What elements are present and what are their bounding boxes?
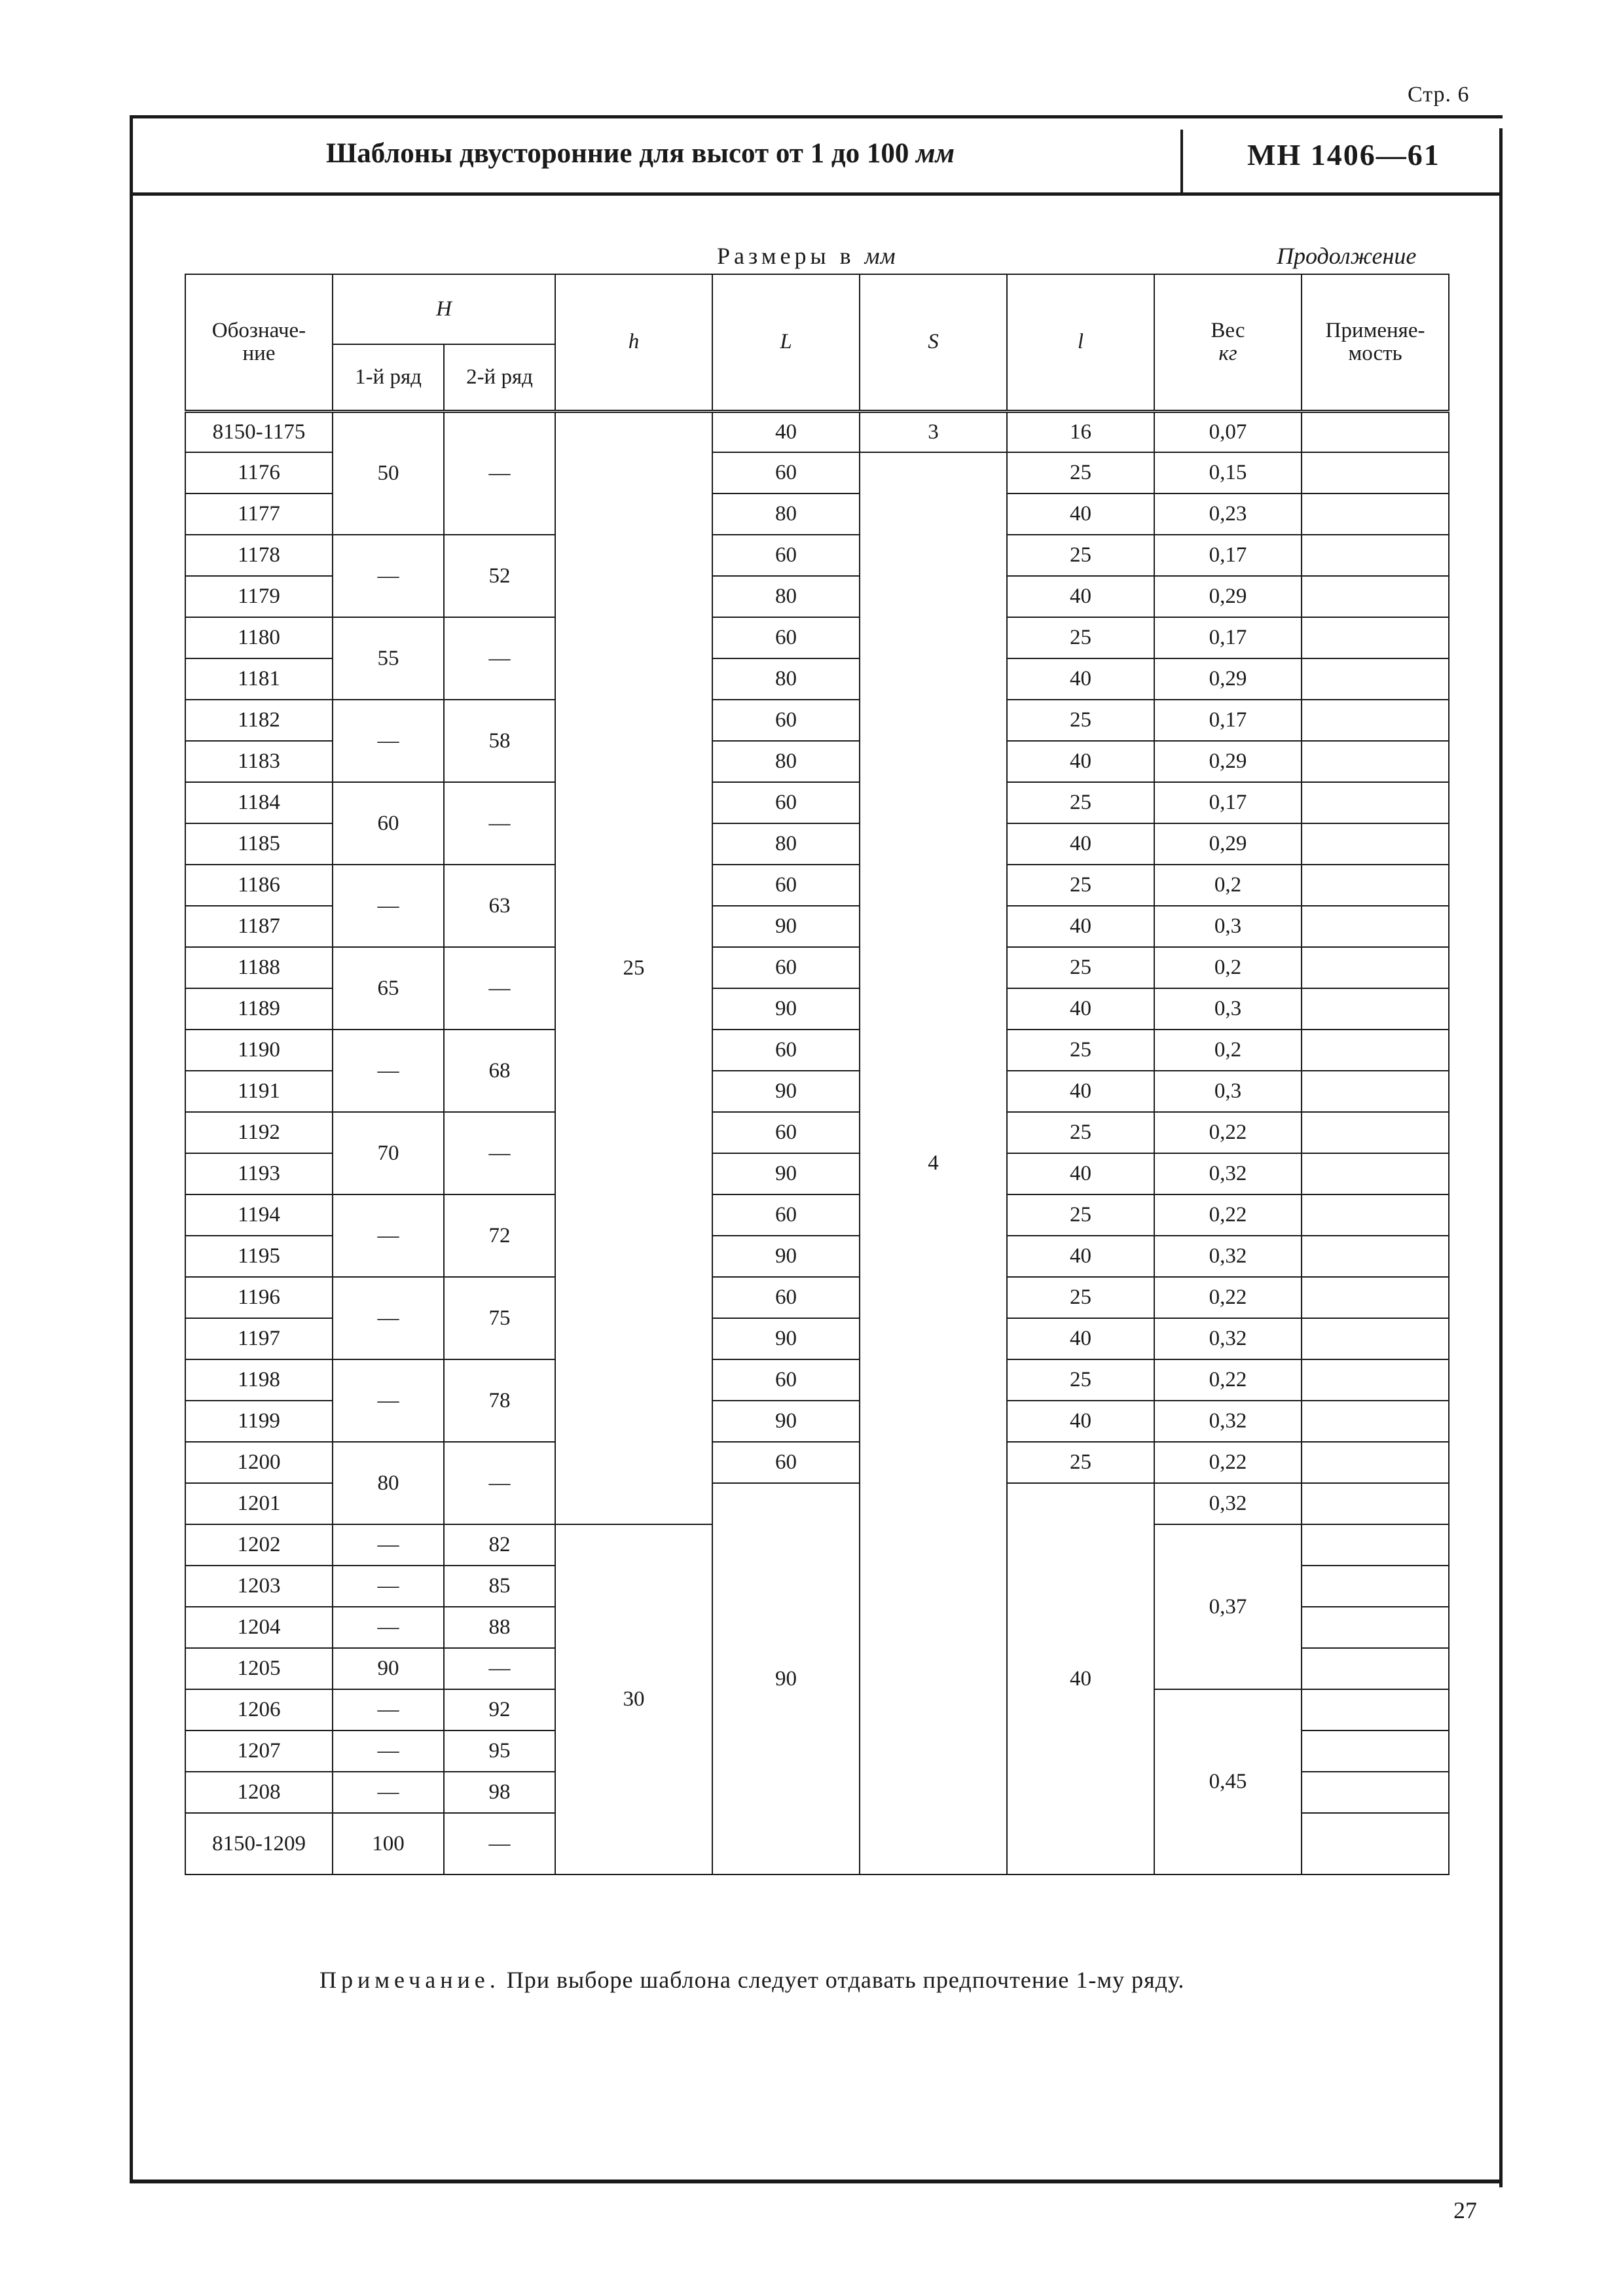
- table-row: [185, 1112, 1449, 1153]
- L-cell: 60: [712, 1277, 860, 1318]
- units-caption-unit: мм: [864, 243, 896, 269]
- H-row2-cell: —: [444, 617, 555, 700]
- l-cell: 40: [1007, 1483, 1154, 1874]
- weight-cell: 0,17: [1154, 617, 1302, 658]
- applicability-cell: [1302, 1731, 1449, 1772]
- h-cell: 30: [555, 1524, 712, 1874]
- l-cell: 25: [1007, 1112, 1154, 1153]
- table-row: [185, 782, 1449, 823]
- L-cell: 80: [712, 823, 860, 865]
- applicability-cell: [1302, 1071, 1449, 1112]
- H-row2-cell: 58: [444, 700, 555, 782]
- table-row: [185, 617, 1449, 658]
- designation-cell: 1178: [185, 535, 333, 576]
- H-row1-cell: —: [333, 1731, 444, 1772]
- l-cell: 25: [1007, 1442, 1154, 1483]
- H-row2-cell: —: [444, 1648, 555, 1689]
- designation-cell: 1192: [185, 1112, 333, 1153]
- applicability-cell: [1302, 782, 1449, 823]
- L-cell: 60: [712, 782, 860, 823]
- l-cell: 40: [1007, 1153, 1154, 1194]
- weight-cell: 0,2: [1154, 947, 1302, 988]
- applicability-cell: [1302, 865, 1449, 906]
- L-cell: 80: [712, 576, 860, 617]
- table-row: [185, 535, 1449, 576]
- col-header-S: [860, 274, 1007, 411]
- L-cell: 60: [712, 1359, 860, 1401]
- table-body: [185, 411, 1449, 1874]
- applicability-cell: [1302, 576, 1449, 617]
- l-cell: 40: [1007, 1071, 1154, 1112]
- weight-cell: 0,22: [1154, 1442, 1302, 1483]
- designation-cell: 1184: [185, 782, 333, 823]
- H-row2-cell: 78: [444, 1359, 555, 1442]
- applicability-cell: [1302, 1318, 1449, 1359]
- l-cell: 40: [1007, 823, 1154, 865]
- table-row: [185, 865, 1449, 906]
- designation-cell: 1185: [185, 823, 333, 865]
- H-row1-cell: 65: [333, 947, 444, 1030]
- weight-cell: 0,22: [1154, 1112, 1302, 1153]
- designation-cell: 1199: [185, 1401, 333, 1442]
- H-row1-cell: —: [333, 1277, 444, 1359]
- H-row2-cell: 52: [444, 535, 555, 617]
- designation-cell: 1206: [185, 1689, 333, 1731]
- H-row1-cell: 50: [333, 411, 444, 535]
- weight-cell: 0,2: [1154, 1030, 1302, 1071]
- weight-cell: 0,29: [1154, 823, 1302, 865]
- col-header-S-symbol: S: [928, 330, 939, 354]
- weight-cell: 0,22: [1154, 1194, 1302, 1236]
- designation-cell: 1194: [185, 1194, 333, 1236]
- designation-cell: 1203: [185, 1566, 333, 1607]
- page-label: Стр. 6: [1408, 82, 1470, 107]
- applicability-cell: [1302, 1524, 1449, 1566]
- units-caption-text: Размеры в: [717, 243, 865, 269]
- designation-cell: 1179: [185, 576, 333, 617]
- H-row2-cell: —: [444, 1813, 555, 1874]
- designation-cell: 1183: [185, 741, 333, 782]
- H-row1-cell: —: [333, 1359, 444, 1442]
- l-cell: 25: [1007, 535, 1154, 576]
- standard-code: МН 1406—61: [1247, 138, 1440, 171]
- S-cell: 4: [860, 452, 1007, 1874]
- L-cell: 40: [712, 411, 860, 452]
- applicability-cell: [1302, 906, 1449, 947]
- l-cell: 40: [1007, 741, 1154, 782]
- L-cell: 80: [712, 741, 860, 782]
- H-row2-cell: 92: [444, 1689, 555, 1731]
- col-header-weight-label: Вес: [1211, 319, 1245, 343]
- col-header-L: [712, 274, 860, 411]
- L-cell: 60: [712, 535, 860, 576]
- table-row: [185, 1359, 1449, 1401]
- applicability-cell: [1302, 452, 1449, 493]
- L-cell: 60: [712, 452, 860, 493]
- weight-cell: 0,3: [1154, 988, 1302, 1030]
- designation-cell: 1200: [185, 1442, 333, 1483]
- l-cell: 25: [1007, 700, 1154, 741]
- weight-cell: 0,2: [1154, 865, 1302, 906]
- continuation-label: Продолжение: [1277, 243, 1417, 269]
- col-header-l: [1007, 274, 1154, 411]
- designation-cell: 1198: [185, 1359, 333, 1401]
- L-cell: 60: [712, 617, 860, 658]
- units-caption: [717, 242, 896, 270]
- weight-cell: 0,17: [1154, 782, 1302, 823]
- l-cell: 25: [1007, 1359, 1154, 1401]
- L-cell: 90: [712, 1236, 860, 1277]
- l-cell: 40: [1007, 493, 1154, 535]
- weight-cell: 0,3: [1154, 906, 1302, 947]
- applicability-cell: [1302, 1194, 1449, 1236]
- applicability-cell: [1302, 1442, 1449, 1483]
- table-row: [185, 411, 1449, 452]
- H-row1-cell: 100: [333, 1813, 444, 1874]
- designation-cell: 1180: [185, 617, 333, 658]
- col-header-H-row2: 2-й ряд: [444, 344, 555, 411]
- designation-cell: 1197: [185, 1318, 333, 1359]
- H-row1-cell: —: [333, 1772, 444, 1813]
- h-cell: 25: [555, 411, 712, 1524]
- l-cell: 25: [1007, 782, 1154, 823]
- L-cell: 60: [712, 1442, 860, 1483]
- applicability-cell: [1302, 1359, 1449, 1401]
- document-title-unit: мм: [916, 138, 955, 169]
- table-row: [185, 1030, 1449, 1071]
- applicability-cell: [1302, 1153, 1449, 1194]
- H-row2-cell: 95: [444, 1731, 555, 1772]
- col-header-H-symbol: H: [436, 297, 452, 321]
- designation-cell: 1191: [185, 1071, 333, 1112]
- applicability-cell: [1302, 741, 1449, 782]
- col-header-l-symbol: l: [1077, 330, 1084, 354]
- applicability-cell: [1302, 947, 1449, 988]
- H-row1-cell: —: [333, 535, 444, 617]
- l-cell: 40: [1007, 1236, 1154, 1277]
- applicability-cell: [1302, 535, 1449, 576]
- weight-cell: 0,3: [1154, 1071, 1302, 1112]
- weight-cell: 0,17: [1154, 535, 1302, 576]
- H-row1-cell: —: [333, 1030, 444, 1112]
- l-cell: 25: [1007, 617, 1154, 658]
- weight-cell: 0,37: [1154, 1524, 1302, 1689]
- applicability-cell: [1302, 1236, 1449, 1277]
- col-header-H-row1: 1-й ряд: [333, 344, 444, 411]
- weight-cell: 0,32: [1154, 1483, 1302, 1524]
- weight-cell: 0,32: [1154, 1236, 1302, 1277]
- frame-border-right: [1499, 128, 1503, 2187]
- designation-cell: 1187: [185, 906, 333, 947]
- H-row1-cell: —: [333, 700, 444, 782]
- applicability-cell: [1302, 658, 1449, 700]
- l-cell: 40: [1007, 1318, 1154, 1359]
- weight-cell: 0,22: [1154, 1359, 1302, 1401]
- L-cell: 60: [712, 947, 860, 988]
- table-row: [185, 1442, 1449, 1483]
- l-cell: 16: [1007, 411, 1154, 452]
- designation-cell: 1204: [185, 1607, 333, 1648]
- applicability-cell: [1302, 1689, 1449, 1731]
- L-cell: 60: [712, 1030, 860, 1071]
- designation-cell: 1201: [185, 1483, 333, 1524]
- L-cell: 80: [712, 493, 860, 535]
- H-row1-cell: —: [333, 1607, 444, 1648]
- weight-cell: 0,32: [1154, 1318, 1302, 1359]
- designation-cell: 1202: [185, 1524, 333, 1566]
- footnote-label: Примечание.: [319, 1967, 500, 1993]
- designation-cell: 1196: [185, 1277, 333, 1318]
- col-header-H: [333, 274, 555, 344]
- l-cell: 40: [1007, 988, 1154, 1030]
- weight-cell: 0,29: [1154, 741, 1302, 782]
- applicability-cell: [1302, 700, 1449, 741]
- L-cell: 90: [712, 1401, 860, 1442]
- l-cell: 25: [1007, 865, 1154, 906]
- L-cell: 90: [712, 988, 860, 1030]
- H-row1-cell: 70: [333, 1112, 444, 1194]
- L-cell: 90: [712, 1071, 860, 1112]
- H-row2-cell: 63: [444, 865, 555, 947]
- frame-border-bottom: [130, 2179, 1503, 2183]
- weight-cell: 0,29: [1154, 576, 1302, 617]
- weight-cell: 0,15: [1154, 452, 1302, 493]
- designation-cell: 1182: [185, 700, 333, 741]
- applicability-cell: [1302, 1607, 1449, 1648]
- H-row2-cell: —: [444, 947, 555, 1030]
- H-row1-cell: —: [333, 1566, 444, 1607]
- H-row1-cell: 80: [333, 1442, 444, 1524]
- H-row1-cell: 90: [333, 1648, 444, 1689]
- H-row2-cell: 82: [444, 1524, 555, 1566]
- applicability-cell: [1302, 1772, 1449, 1813]
- designation-cell: 1181: [185, 658, 333, 700]
- applicability-cell: [1302, 988, 1449, 1030]
- designation-cell: 1189: [185, 988, 333, 1030]
- table-row: [185, 947, 1449, 988]
- applicability-cell: [1302, 1112, 1449, 1153]
- H-row1-cell: —: [333, 1689, 444, 1731]
- l-cell: 25: [1007, 1194, 1154, 1236]
- weight-cell: 0,23: [1154, 493, 1302, 535]
- col-header-weight-unit: кг: [1218, 341, 1237, 365]
- applicability-cell: [1302, 1483, 1449, 1524]
- H-row1-cell: 55: [333, 617, 444, 700]
- S-cell: 3: [860, 411, 1007, 452]
- L-cell: 90: [712, 1153, 860, 1194]
- dimensions-table: [185, 274, 1450, 1875]
- L-cell: 90: [712, 1318, 860, 1359]
- weight-cell: 0,45: [1154, 1689, 1302, 1874]
- table-row: [185, 1194, 1449, 1236]
- applicability-cell: [1302, 1401, 1449, 1442]
- l-cell: 25: [1007, 947, 1154, 988]
- applicability-cell: [1302, 1648, 1449, 1689]
- weight-cell: 0,32: [1154, 1401, 1302, 1442]
- H-row1-cell: —: [333, 865, 444, 947]
- l-cell: 40: [1007, 658, 1154, 700]
- L-cell: 60: [712, 700, 860, 741]
- H-row2-cell: 75: [444, 1277, 555, 1359]
- document-title: [326, 137, 955, 170]
- l-cell: 25: [1007, 452, 1154, 493]
- col-header-applicability: Применяе- мость: [1302, 274, 1449, 411]
- designation-cell: 1195: [185, 1236, 333, 1277]
- designation-cell: 1186: [185, 865, 333, 906]
- designation-cell: 1208: [185, 1772, 333, 1813]
- H-row2-cell: 85: [444, 1566, 555, 1607]
- designation-cell: 1177: [185, 493, 333, 535]
- designation-cell: 1176: [185, 452, 333, 493]
- H-row2-cell: —: [444, 1112, 555, 1194]
- H-row2-cell: —: [444, 411, 555, 535]
- col-header-h: [555, 274, 712, 411]
- designation-cell: 1193: [185, 1153, 333, 1194]
- header-divider: [1180, 130, 1183, 192]
- weight-cell: 0,17: [1154, 700, 1302, 741]
- l-cell: 25: [1007, 1030, 1154, 1071]
- col-header-h-symbol: h: [628, 330, 640, 354]
- L-cell: 60: [712, 865, 860, 906]
- H-row1-cell: —: [333, 1194, 444, 1277]
- document-title-text: Шаблоны двусторонние для высот от 1 до 100: [326, 138, 917, 169]
- col-header-weight: [1154, 274, 1302, 411]
- applicability-cell: [1302, 823, 1449, 865]
- H-row2-cell: 72: [444, 1194, 555, 1277]
- table-row: [185, 700, 1449, 741]
- applicability-cell: [1302, 1030, 1449, 1071]
- footnote-text: При выборе шаблона следует отдавать предпочтение 1-му ряду.: [500, 1967, 1185, 1993]
- applicability-cell: [1302, 411, 1449, 452]
- H-row2-cell: 68: [444, 1030, 555, 1112]
- L-cell: 80: [712, 658, 860, 700]
- page-number: 27: [1453, 2197, 1477, 2223]
- col-header-designation: Обозначе- ние: [185, 274, 333, 411]
- weight-cell: 0,32: [1154, 1153, 1302, 1194]
- applicability-cell: [1302, 617, 1449, 658]
- l-cell: 40: [1007, 576, 1154, 617]
- designation-cell: 1205: [185, 1648, 333, 1689]
- designation-cell: 1207: [185, 1731, 333, 1772]
- table-row: [185, 1277, 1449, 1318]
- applicability-cell: [1302, 493, 1449, 535]
- applicability-cell: [1302, 1277, 1449, 1318]
- frame-border-top: [130, 115, 1503, 118]
- H-row1-cell: 60: [333, 782, 444, 865]
- weight-cell: 0,29: [1154, 658, 1302, 700]
- frame-border-left: [130, 115, 133, 2183]
- applicability-cell: [1302, 1566, 1449, 1607]
- l-cell: 25: [1007, 1277, 1154, 1318]
- L-cell: 90: [712, 906, 860, 947]
- H-row2-cell: —: [444, 1442, 555, 1524]
- designation-cell: 1188: [185, 947, 333, 988]
- L-cell: 60: [712, 1112, 860, 1153]
- applicability-cell: [1302, 1813, 1449, 1874]
- H-row2-cell: 98: [444, 1772, 555, 1813]
- designation-cell: 8150-1175: [185, 411, 333, 452]
- weight-cell: 0,07: [1154, 411, 1302, 452]
- H-row2-cell: —: [444, 782, 555, 865]
- l-cell: 40: [1007, 1401, 1154, 1442]
- l-cell: 40: [1007, 906, 1154, 947]
- H-row1-cell: —: [333, 1524, 444, 1566]
- footnote: [319, 1966, 1184, 1994]
- header-bottom-rule: [130, 192, 1503, 196]
- designation-cell: 1190: [185, 1030, 333, 1071]
- L-cell: 90: [712, 1483, 860, 1874]
- col-header-L-symbol: L: [780, 330, 792, 354]
- H-row2-cell: 88: [444, 1607, 555, 1648]
- designation-cell: 8150-1209: [185, 1813, 333, 1874]
- L-cell: 60: [712, 1194, 860, 1236]
- weight-cell: 0,22: [1154, 1277, 1302, 1318]
